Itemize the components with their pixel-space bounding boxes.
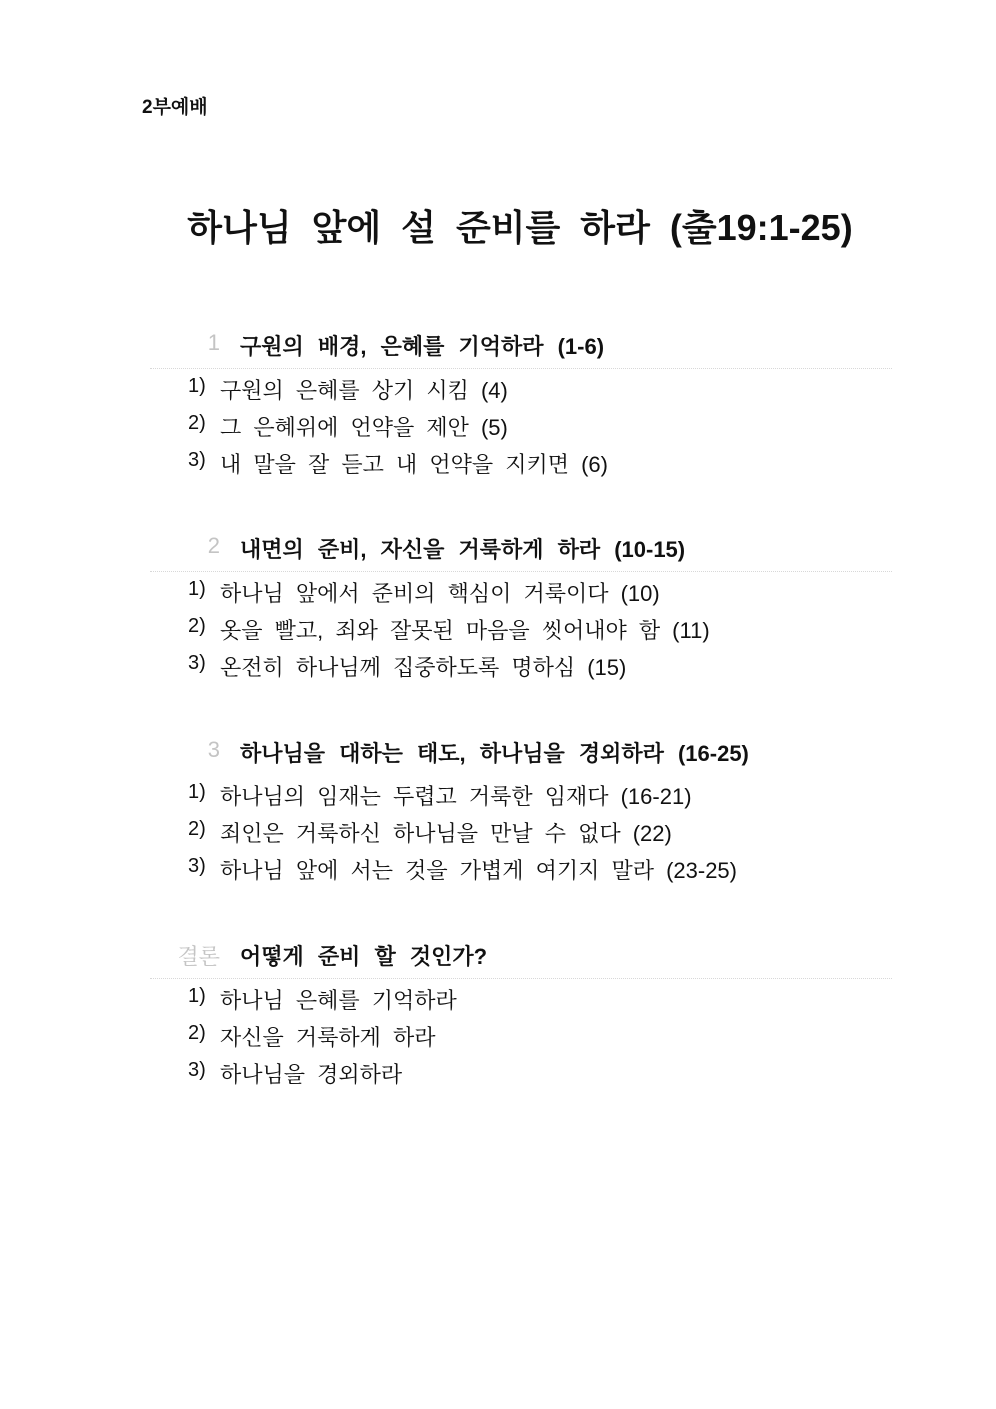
- item-text: 온전히 하나님께 집중하도록 명하심 (15): [220, 655, 627, 680]
- item-number: 3): [188, 1059, 206, 1081]
- section-number: 결론: [177, 944, 220, 969]
- section-header: [150, 940, 892, 979]
- section-heading: 내면의 준비, 자신을 거룩하게 하라 (10-15): [240, 537, 686, 562]
- item-text: 내 말을 잘 듣고 내 언약을 지키면 (6): [220, 452, 608, 477]
- item-text: 자신을 거룩하게 하라: [220, 1025, 436, 1050]
- list-item: [150, 812, 892, 849]
- sermon-title: 하나님 앞에 설 준비를 하라 (출19:1-25): [187, 207, 853, 248]
- item-number: 1): [188, 578, 206, 600]
- item-text: 하나님 앞에 서는 것을 가볍게 여기지 말라 (23-25): [220, 858, 737, 883]
- section-header: [150, 330, 892, 369]
- list-item: [150, 979, 892, 1016]
- list-item: [150, 1016, 892, 1053]
- item-number: 1): [188, 375, 206, 397]
- list-item: [150, 406, 892, 443]
- item-number: 2): [188, 1022, 206, 1044]
- section-number: 3: [207, 737, 220, 762]
- list-item: [150, 646, 892, 683]
- section-heading: 구원의 배경, 은혜를 기억하라 (1-6): [240, 334, 605, 359]
- item-number: 2): [188, 818, 206, 840]
- section-3: [150, 737, 892, 886]
- item-text: 옷을 빨고, 죄와 잘못된 마음을 씻어내야 함 (11): [220, 618, 710, 643]
- section-2: [150, 533, 892, 683]
- list-item: [150, 443, 892, 480]
- item-text: 죄인은 거룩하신 하나님을 만날 수 없다 (22): [220, 821, 672, 846]
- item-number: 1): [188, 781, 206, 803]
- item-number: 3): [188, 449, 206, 471]
- section-1: [150, 330, 892, 480]
- section-number: 2: [207, 533, 220, 558]
- item-text: 하나님을 경외하라: [220, 1062, 403, 1087]
- section-header: [150, 737, 892, 775]
- list-item: [150, 1053, 892, 1090]
- point-list: [150, 775, 892, 886]
- service-label: 2부예배: [142, 97, 208, 118]
- item-text: 하나님의 임재는 두렵고 거룩한 임재다 (16-21): [220, 784, 692, 809]
- list-item: [150, 775, 892, 812]
- list-item: [150, 572, 892, 609]
- item-number: 1): [188, 985, 206, 1007]
- item-number: 2): [188, 615, 206, 637]
- list-item: [150, 609, 892, 646]
- item-text: 하나님 앞에서 준비의 핵심이 거룩이다 (10): [220, 581, 660, 606]
- item-text: 그 은혜위에 언약을 제안 (5): [220, 415, 508, 440]
- list-item: [150, 369, 892, 406]
- section-header: [150, 533, 892, 572]
- point-list: [150, 572, 892, 683]
- section-heading: 하나님을 대하는 태도, 하나님을 경외하라 (16-25): [240, 741, 749, 766]
- section-heading: 어떻게 준비 할 것인가?: [240, 944, 488, 969]
- point-list: [150, 369, 892, 480]
- item-number: 2): [188, 412, 206, 434]
- section-number: 1: [207, 330, 220, 355]
- item-number: 3): [188, 652, 206, 674]
- item-number: 3): [188, 855, 206, 877]
- item-text: 구원의 은혜를 상기 시킴 (4): [220, 378, 508, 403]
- point-list: [150, 979, 892, 1090]
- section-conclusion: [150, 940, 892, 1090]
- list-item: [150, 849, 892, 886]
- item-text: 하나님 은혜를 기억하라: [220, 988, 457, 1013]
